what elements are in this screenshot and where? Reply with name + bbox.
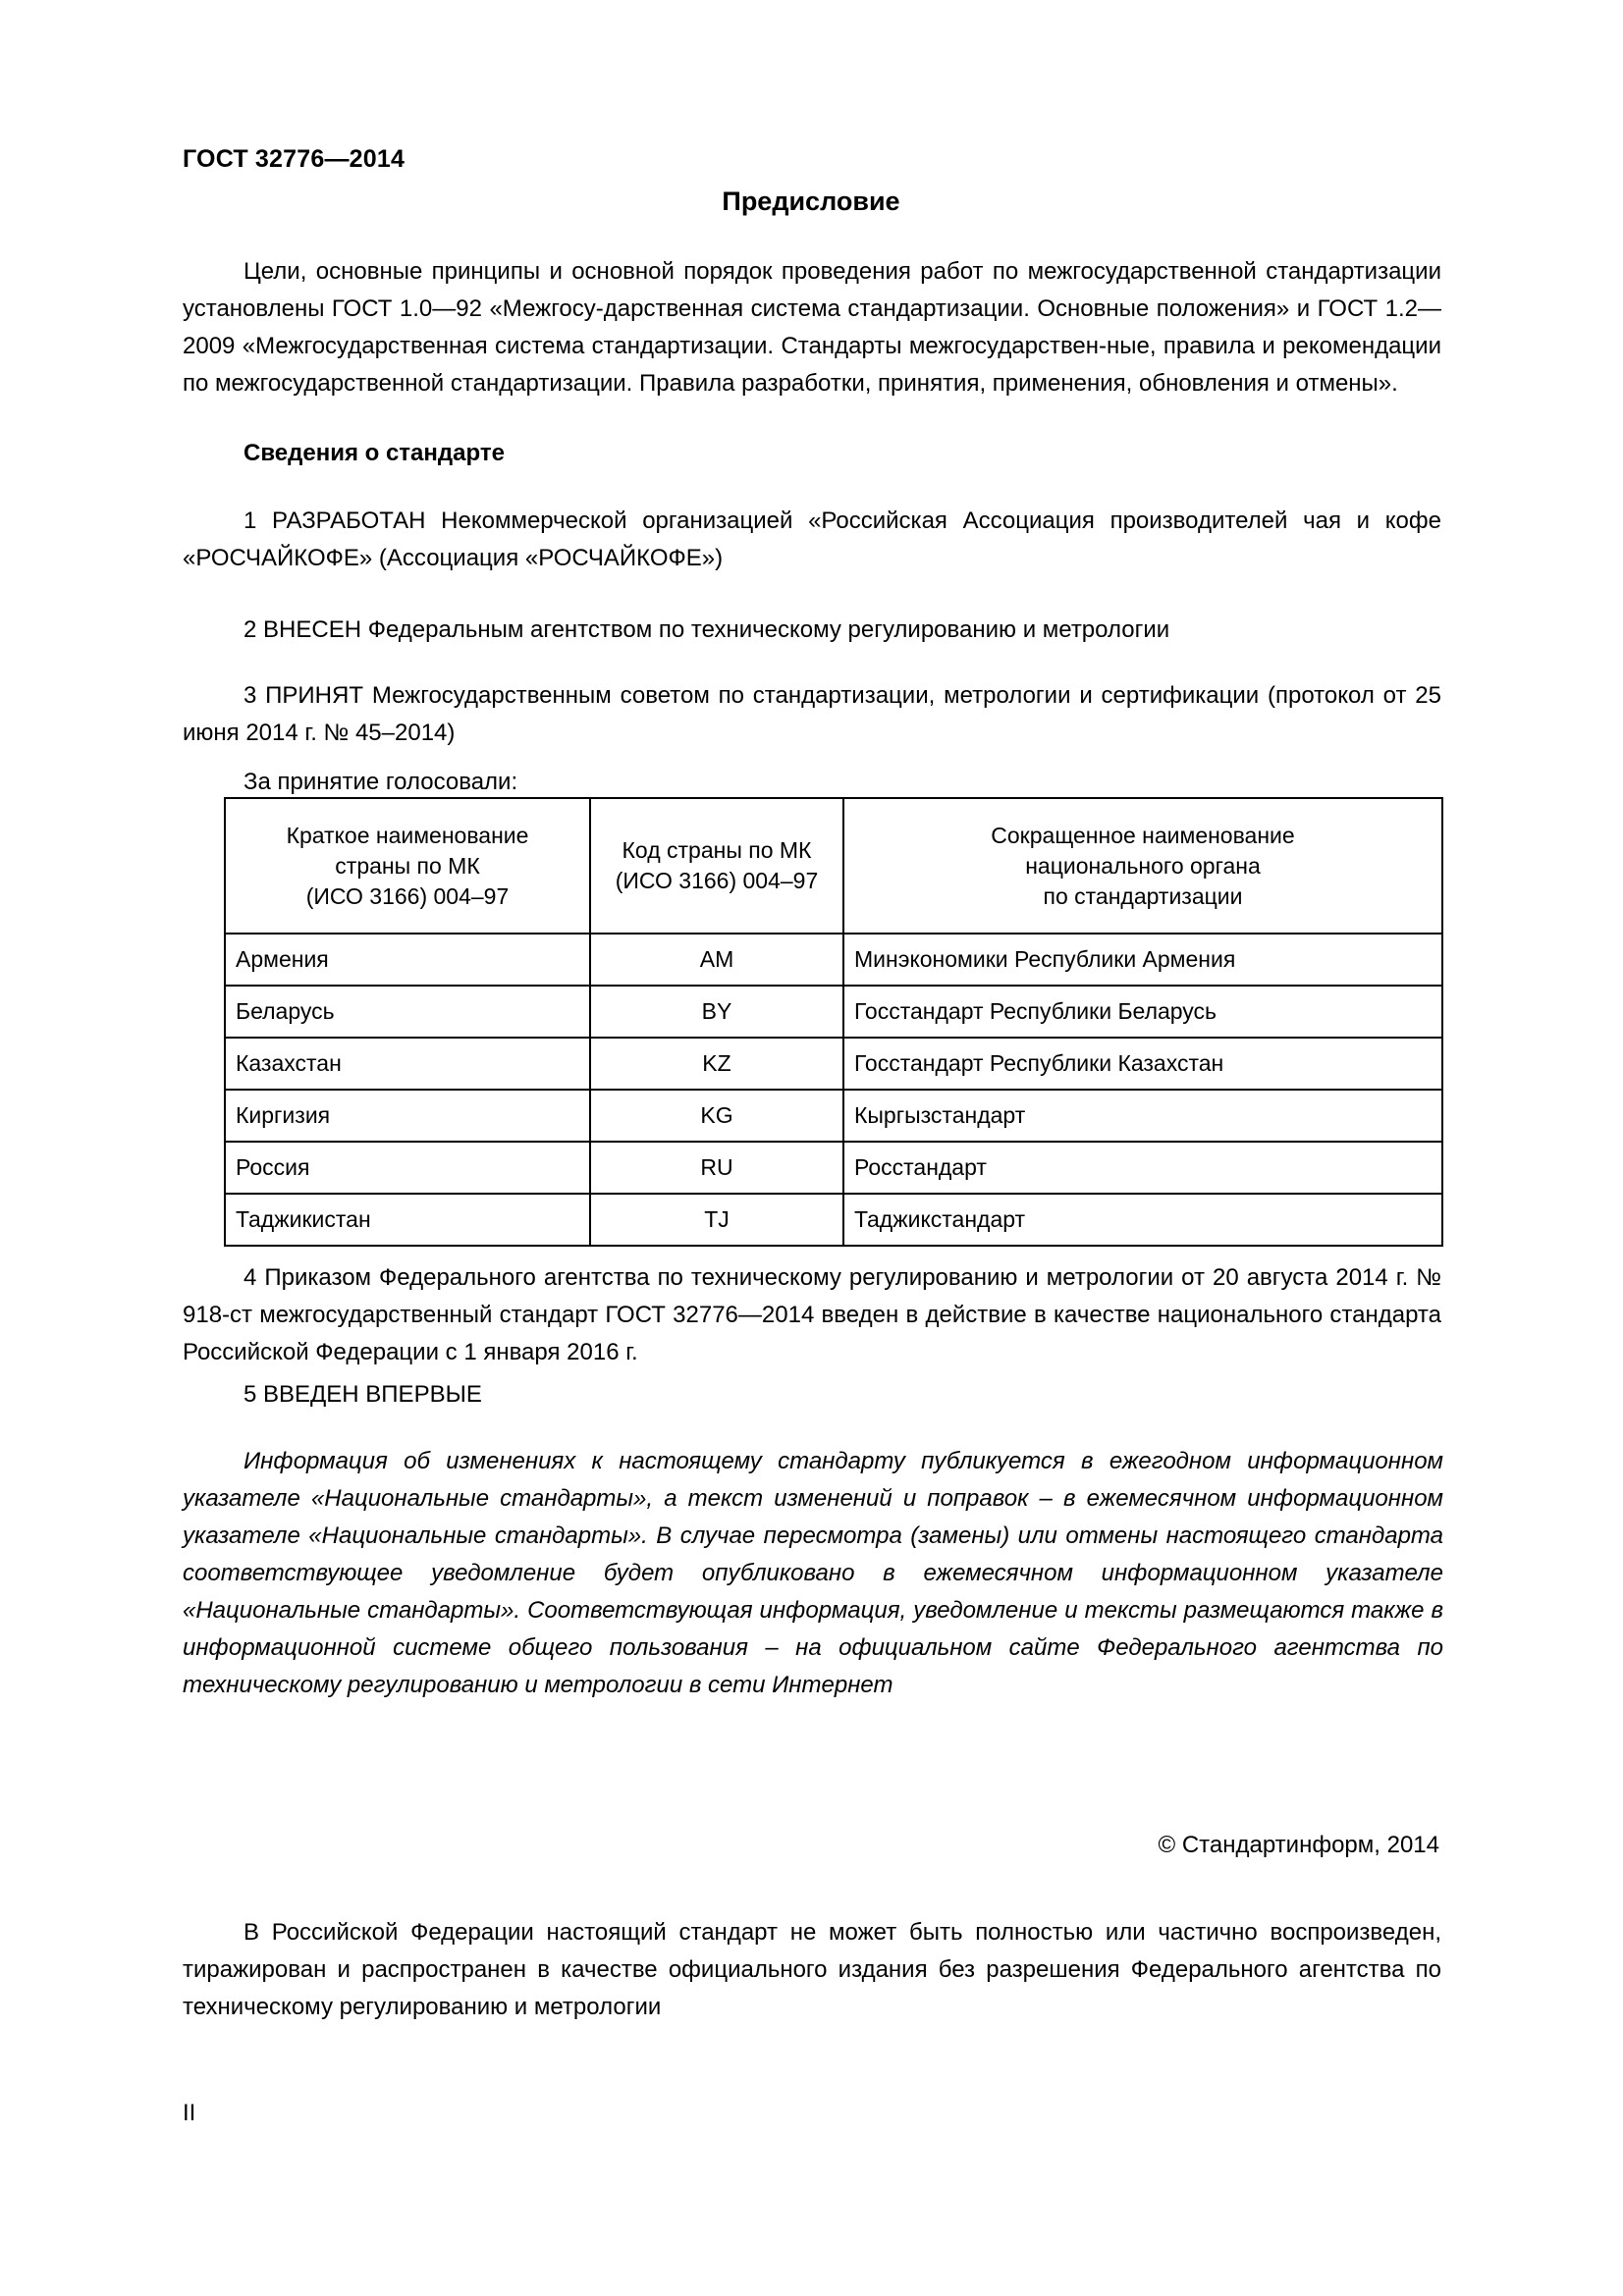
- cell-body: Росстандарт: [843, 1142, 1442, 1194]
- cell-country: Армения: [225, 934, 590, 986]
- standard-header: ГОСТ 32776—2014: [183, 145, 406, 173]
- standard-info-item-3: [183, 677, 1441, 752]
- header-line: Код страны по МК: [622, 837, 812, 863]
- intro-paragraph: Цели, основные принципы и основной порядок проведения работ по межгосударственной стандартизации установлены ГОСТ 1.0—92 «Межгосу-дарственная система стандартизации. Основные положения» и ГОСТ 1.2—2009 «Межгосударственная система стандартизации. Стандарты межгосударствен-ные, правила и рекомендации по межгосударственной стандартизации. Правила разработки, принятия, применения, обновления и отмены».: [183, 258, 1441, 397]
- cell-body: Госстандарт Республики Казахстан: [843, 1038, 1442, 1090]
- header-line: (ИСО 3166) 004–97: [615, 868, 819, 893]
- standard-info-item-5: [183, 1376, 1441, 1414]
- cell-code: KG: [590, 1090, 843, 1142]
- table-row: [225, 1038, 1442, 1090]
- cell-code: RU: [590, 1142, 843, 1194]
- cell-body: Госстандарт Республики Беларусь: [843, 986, 1442, 1038]
- reproduction-notice-paragraph: В Российской Федерации настоящий стандарт не может быть полностью или частично воспроизведен, тиражирован и распространен в качестве официального издания без разрешения Федерального агентства по техническому регулированию и метрологии: [183, 1919, 1441, 2020]
- cell-body: Таджикстандарт: [843, 1194, 1442, 1246]
- reproduction-notice-section: [183, 1914, 1441, 2026]
- table-row: [225, 1194, 1442, 1246]
- cell-code: AM: [590, 934, 843, 986]
- cell-country: Казахстан: [225, 1038, 590, 1090]
- cell-body: Минэкономики Республики Армения: [843, 934, 1442, 986]
- column-header-country: [225, 798, 590, 934]
- standard-info-heading: Сведения о стандарте: [243, 440, 505, 466]
- cell-code: KZ: [590, 1038, 843, 1090]
- voting-countries-table: [224, 797, 1443, 1247]
- table-row: [225, 1090, 1442, 1142]
- copyright-line: © Стандартинформ, 2014: [1158, 1832, 1439, 1858]
- change-notice-paragraph: Информация об изменениях к настоящему стандарту публикуется в ежегодном информационном указателе «Национальные стандарты», а текст изменений и поправок – в ежемесячном информационном указателе «Национальные стандарты». В случае пересмотра (замены) или отмены настоящего стандарта соответствующее уведомление будет опубликовано в ежемесячном информационном указателе «Национальные стандарты». Соответствующая информация, уведомление и тексты размещаются также в информационной системе общего пользования – на официальном сайте Федерального агентства по техническому регулированию и метрологии в сети Интернет: [183, 1448, 1443, 1698]
- standard-info-item-2: [183, 612, 1441, 649]
- table-row: [225, 934, 1442, 986]
- cell-country: Киргизия: [225, 1090, 590, 1142]
- table-header-row: [225, 798, 1442, 934]
- header-line: национального органа: [1025, 852, 1261, 879]
- column-header-body: [843, 798, 1442, 934]
- header-line: (ИСО 3166) 004–97: [305, 882, 510, 909]
- header-line: Сокращенное наименование: [991, 822, 1295, 848]
- item-3-text: 3 ПРИНЯТ Межгосударственным советом по стандартизации, метрологии и сертификации (протокол от 25 июня 2014 г. № 45–2014): [183, 682, 1441, 746]
- item-5-text: 5 ВВЕДЕН ВПЕРВЫЕ: [243, 1381, 482, 1408]
- standard-info-item-4: [183, 1259, 1441, 1371]
- table-row: [225, 986, 1442, 1038]
- item-1-text: 1 РАЗРАБОТАН Некоммерческой организацией «Российская Ассоциация производителей чая и кофе «РОСЧАЙКОФЕ» (Ассоциация «РОСЧАЙКОФЕ»): [183, 507, 1441, 571]
- header-line: Краткое наименование: [286, 822, 529, 848]
- cell-country: Таджикистан: [225, 1194, 590, 1246]
- page-number: II: [183, 2100, 196, 2126]
- table-row: [225, 1142, 1442, 1194]
- intro-section: [183, 253, 1441, 402]
- item-4-text: 4 Приказом Федерального агентства по техническому регулированию и метрологии от 20 августа 2014 г. № 918-ст межгосударственный стандарт ГОСТ 32776—2014 введен в действие в качестве национального стандарта Российской Федерации с 1 января 2016 г.: [183, 1264, 1441, 1365]
- vote-label: За принятие голосовали:: [243, 769, 518, 795]
- cell-country: Россия: [225, 1142, 590, 1194]
- cell-country: Беларусь: [225, 986, 590, 1038]
- header-line: по стандартизации: [1043, 882, 1243, 909]
- header-line: страны по МК: [335, 852, 480, 879]
- cell-code: TJ: [590, 1194, 843, 1246]
- standard-info-item-1: [183, 503, 1441, 577]
- change-notice-section: [183, 1443, 1443, 1704]
- item-2-text: 2 ВНЕСЕН Федеральным агентством по техническому регулированию и метрологии: [243, 616, 1170, 643]
- page-title: Предисловие: [722, 187, 900, 216]
- cell-code: BY: [590, 986, 843, 1038]
- cell-body: Кыргызстандарт: [843, 1090, 1442, 1142]
- column-header-code: [590, 798, 843, 934]
